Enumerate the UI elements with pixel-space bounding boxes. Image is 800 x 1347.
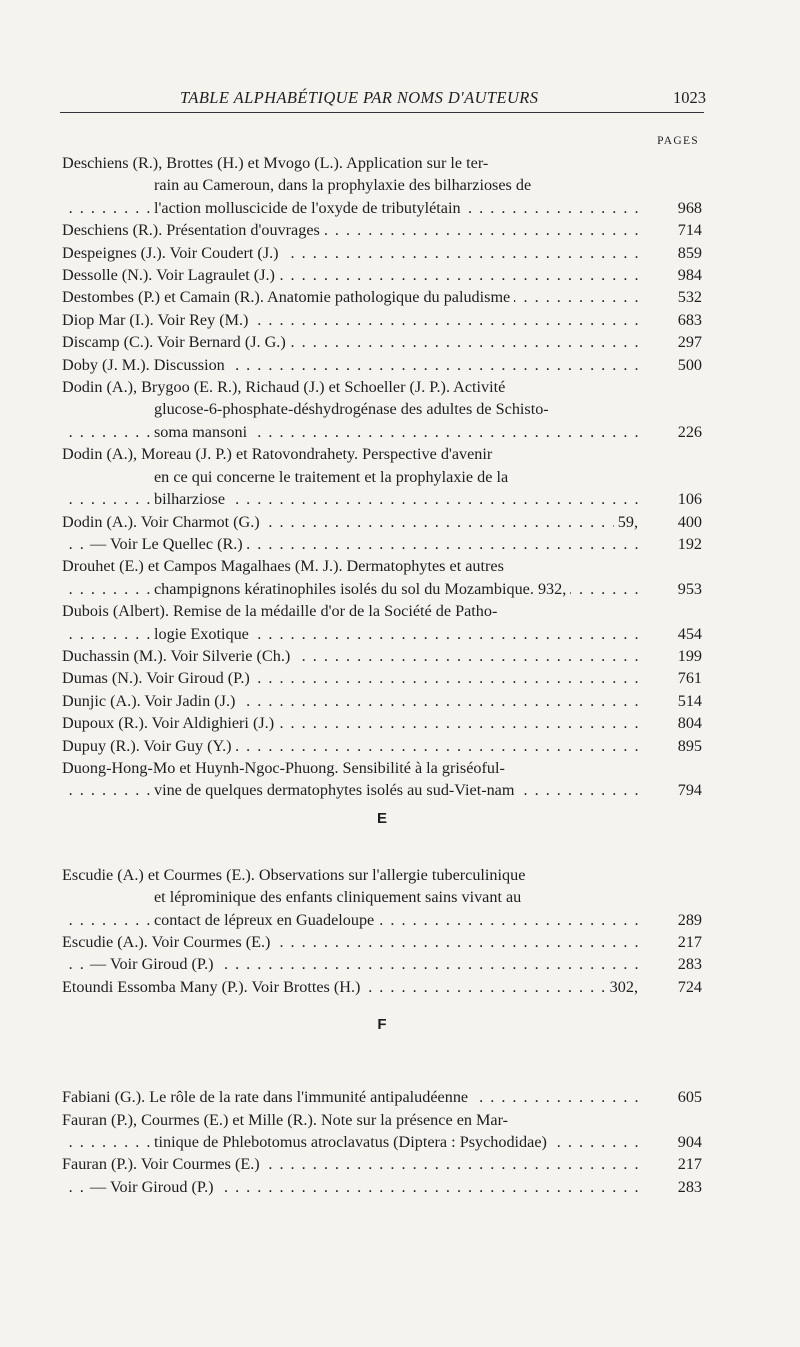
index-entry bbox=[62, 219, 702, 241]
index-entry bbox=[62, 309, 702, 331]
entry-line: Diop Mar (I.). Voir Rey (M.) . . . bbox=[62, 309, 640, 331]
entry-line: Dessolle (N.). Voir Lagraulet (J.) . . . bbox=[62, 264, 640, 286]
page-reference: 953 bbox=[677, 579, 702, 598]
index-entry bbox=[62, 667, 702, 689]
entry-line: — Voir Giroud (P.) . . . bbox=[62, 953, 640, 975]
page-reference: 761 bbox=[677, 669, 702, 688]
entry-line: Discamp (C.). Voir Bernard (J. G.) . . . bbox=[62, 331, 640, 353]
entry-line: l'action molluscicide de l'oxyde de tributylétain . . . bbox=[62, 197, 640, 219]
entry-line: rain au Cameroun, dans la prophylaxie des bilharzioses de bbox=[154, 176, 532, 195]
page-reference: 106 bbox=[677, 490, 702, 509]
page-reference: 794 bbox=[677, 781, 702, 800]
index-entry bbox=[62, 1176, 702, 1198]
page-reference: 532 bbox=[677, 288, 702, 307]
entry-line: contact de lépreux en Guadeloupe . . . bbox=[62, 909, 640, 931]
entry-line: — Voir Giroud (P.) . . . bbox=[62, 1176, 640, 1198]
index-entry bbox=[62, 264, 702, 286]
section-e-wrapper bbox=[62, 802, 702, 844]
index-entry bbox=[62, 931, 702, 953]
page-reference-extra: 59, bbox=[614, 511, 638, 533]
page-reference: 605 bbox=[677, 1088, 702, 1107]
entry-line: Dupoux (R.). Voir Aldighieri (J.) . . . bbox=[62, 712, 640, 734]
page-reference-extra: 302, bbox=[606, 976, 638, 998]
entry-line: et léprominique des enfants cliniquement sains vivant au bbox=[154, 888, 522, 907]
index-entry bbox=[62, 1086, 702, 1108]
index-entry bbox=[62, 757, 702, 802]
section-f-wrapper bbox=[62, 998, 702, 1052]
page-reference: 226 bbox=[677, 422, 702, 441]
page-reference: 192 bbox=[677, 534, 702, 553]
page-reference: 724 bbox=[677, 977, 702, 996]
entry-line: vine de quelques dermatophytes isolés au sud-Viet-nam . . . bbox=[62, 779, 640, 801]
running-head bbox=[60, 86, 704, 113]
index-entry bbox=[62, 953, 702, 975]
page-reference: 217 bbox=[677, 1155, 702, 1174]
page-reference: 283 bbox=[677, 955, 702, 974]
entry-line: glucose-6-phosphate-déshydrogénase des adultes de Schisto- bbox=[154, 400, 549, 419]
page-reference: 804 bbox=[677, 714, 702, 733]
index-entry bbox=[62, 354, 702, 376]
entry-line: Fauran (P.), Courmes (E.) et Mille (R.). Note sur la présence en Mar- bbox=[62, 1110, 509, 1129]
index-entry bbox=[62, 1153, 702, 1175]
index-entry bbox=[62, 443, 702, 510]
entry-line: Despeignes (J.). Voir Coudert (J.) . . . bbox=[62, 242, 640, 264]
page-reference: 714 bbox=[677, 221, 702, 240]
entry-line: — Voir Le Quellec (R.) . . . bbox=[62, 533, 640, 555]
entry-line: Escudie (A.) et Courmes (E.). Observations sur l'allergie tuberculinique bbox=[62, 865, 526, 884]
index-entry bbox=[62, 511, 702, 533]
entry-line: Escudie (A.). Voir Courmes (E.) . . . bbox=[62, 931, 640, 953]
page-reference: 289 bbox=[677, 910, 702, 929]
index-entries bbox=[62, 152, 702, 1198]
entry-line: Destombes (P.) et Camain (R.). Anatomie pathologique du paludisme . . . bbox=[62, 286, 640, 308]
entry-line: Fauran (P.). Voir Courmes (E.) . . . bbox=[62, 1153, 640, 1175]
page-reference: 297 bbox=[677, 333, 702, 352]
index-entry bbox=[62, 533, 702, 555]
index-entry bbox=[62, 600, 702, 645]
entry-line: soma mansoni . . . bbox=[62, 421, 640, 443]
entries-f bbox=[62, 1086, 702, 1198]
entry-line: Dunjic (A.). Voir Jadin (J.) . . . bbox=[62, 690, 640, 712]
pages-column-header: PAGES bbox=[657, 135, 699, 147]
page-reference: 454 bbox=[677, 624, 702, 643]
entry-line: Duchassin (M.). Voir Silverie (Ch.) . . . bbox=[62, 645, 640, 667]
entry-line: Dodin (A.). Voir Charmot (G.) . . . bbox=[62, 511, 640, 533]
entry-line: Deschiens (R.). Présentation d'ouvrages . . . bbox=[62, 219, 640, 241]
entry-line: champignons kératinophiles isolés du sol du Mozambique. 932, . . . bbox=[62, 578, 640, 600]
entry-line: Duong-Hong-Mo et Huynh-Ngoc-Phuong. Sensibilité à la griséoful- bbox=[62, 758, 505, 777]
index-entry bbox=[62, 555, 702, 600]
index-entry bbox=[62, 331, 702, 353]
page-reference: 683 bbox=[677, 310, 702, 329]
index-entry bbox=[62, 735, 702, 757]
entry-line: bilharziose . . . bbox=[62, 488, 640, 510]
index-entry bbox=[62, 690, 702, 712]
page-reference: 859 bbox=[677, 243, 702, 262]
entry-line: Fabiani (G.). Le rôle de la rate dans l'immunité antipaludéenne . . . bbox=[62, 1086, 640, 1108]
index-entry bbox=[62, 242, 702, 264]
running-title: TABLE ALPHABÉTIQUE PAR NOMS D'AUTEURS bbox=[180, 88, 539, 107]
entry-line: Deschiens (R.), Brottes (H.) et Mvogo (L.). Application sur le ter- bbox=[62, 154, 489, 172]
entry-line: logie Exotique . . . bbox=[62, 623, 640, 645]
page-reference: 217 bbox=[677, 933, 702, 951]
entry-line: tinique de Phlebotomus atroclavatus (Diptera : Psychodidae) . . . bbox=[62, 1131, 640, 1153]
entries-e bbox=[62, 864, 702, 998]
section-letter-e: E bbox=[376, 809, 387, 827]
entry-line: Dodin (A.), Moreau (J. P.) et Ratovondrahety. Perspective d'avenir bbox=[62, 445, 493, 464]
entries-d bbox=[62, 152, 702, 802]
entry-line: Drouhet (E.) et Campos Magalhaes (M. J.). Dermatophytes et autres bbox=[62, 557, 504, 576]
index-entry bbox=[62, 376, 702, 443]
entry-line: en ce qui concerne le traitement et la prophylaxie de la bbox=[154, 467, 509, 486]
page-number: 1023 bbox=[673, 88, 706, 107]
section-letter-f: F bbox=[377, 1016, 387, 1034]
index-entry bbox=[62, 1109, 702, 1154]
index-entry bbox=[62, 976, 702, 998]
index-entry bbox=[62, 712, 702, 734]
page-reference: 400 bbox=[677, 512, 702, 531]
entry-line: Dupuy (R.). Voir Guy (Y.) . . . bbox=[62, 735, 640, 757]
index-entry bbox=[62, 864, 702, 931]
page-reference: 199 bbox=[677, 646, 702, 665]
page-reference: 984 bbox=[677, 266, 702, 285]
index-entry bbox=[62, 152, 702, 219]
entry-line: Etoundi Essomba Many (P.). Voir Brottes (H.) . . . bbox=[62, 976, 640, 998]
entry-line: Dubois (Albert). Remise de la médaille d'or de la Société de Patho- bbox=[62, 602, 498, 621]
page-reference: 904 bbox=[677, 1133, 702, 1152]
entry-line: Dumas (N.). Voir Giroud (P.) . . . bbox=[62, 667, 640, 689]
page-reference: 283 bbox=[677, 1177, 702, 1196]
entry-line: Doby (J. M.). Discussion . . . bbox=[62, 354, 640, 376]
page-reference: 500 bbox=[677, 355, 702, 374]
entry-line: Dodin (A.), Brygoo (E. R.), Richaud (J.) et Schoeller (J. P.). Activité bbox=[62, 378, 506, 397]
index-entry bbox=[62, 286, 702, 308]
index-entry bbox=[62, 645, 702, 667]
page-reference: 968 bbox=[677, 198, 702, 217]
page-reference: 895 bbox=[677, 736, 702, 755]
page-reference: 514 bbox=[677, 691, 702, 710]
